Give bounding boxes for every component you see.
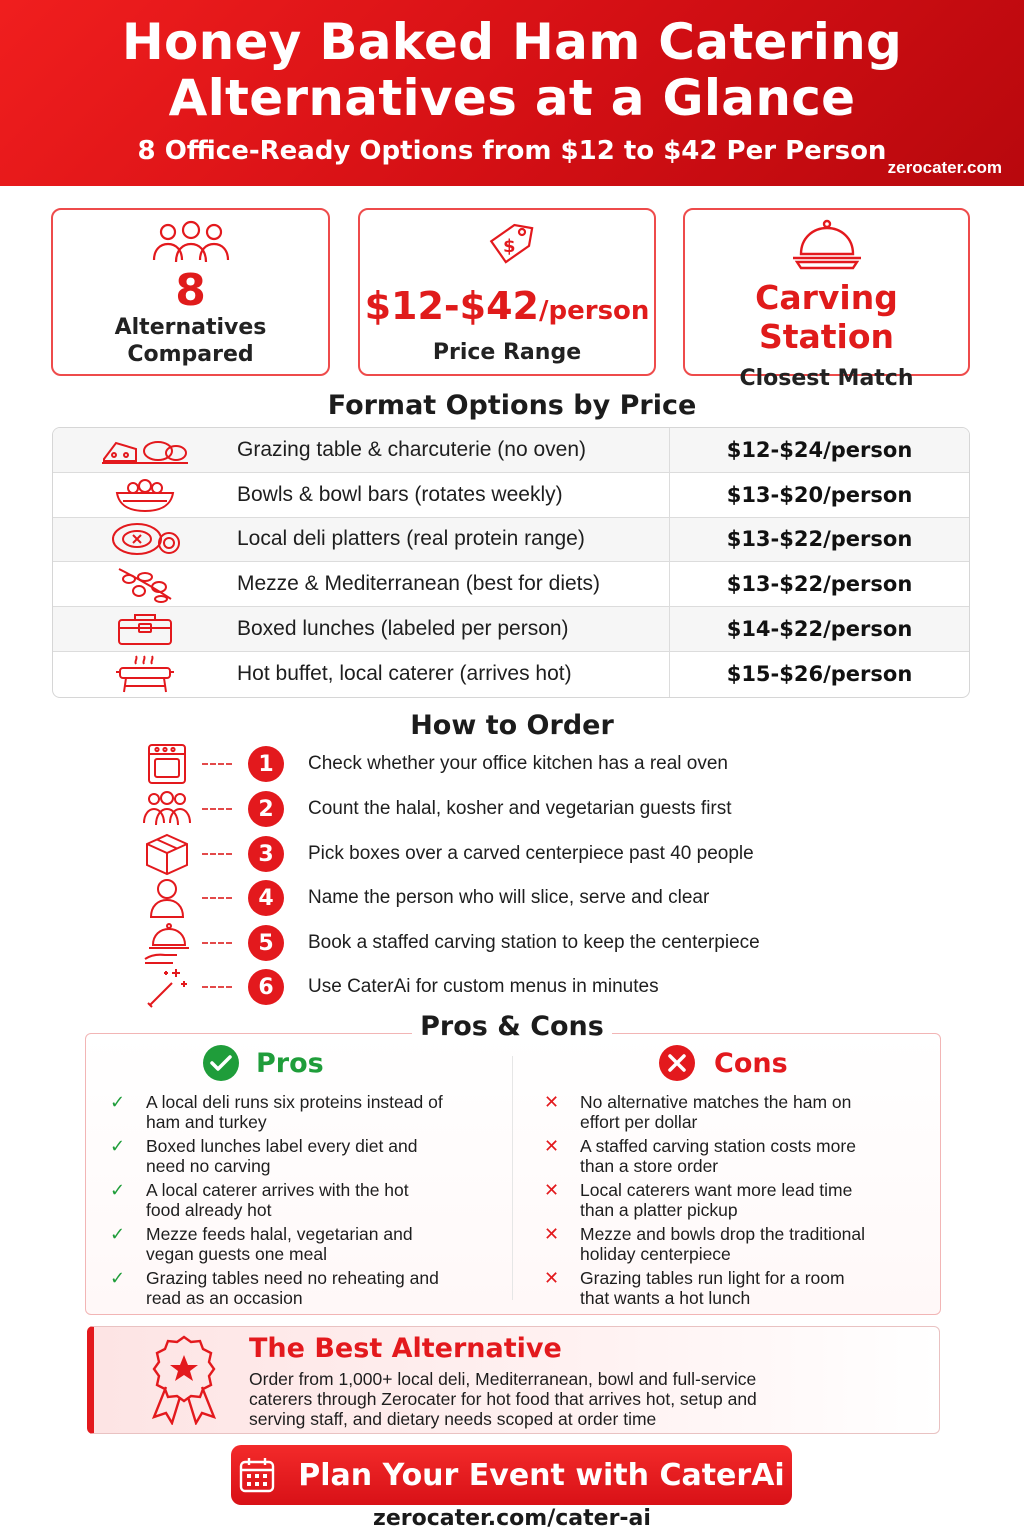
list-item: ✓ Mezze feeds halal, vegetarian and vegan guests one meal [110, 1224, 413, 1264]
stat-card-alternatives [51, 208, 330, 376]
table-row [53, 652, 969, 697]
list-item: ✓ A local deli runs six proteins instead of ham and turkey [110, 1092, 443, 1132]
stat-value: 8 [175, 265, 206, 316]
box-icon [144, 832, 190, 876]
header-banner [0, 0, 1024, 186]
check-icon: ✓ [110, 1136, 126, 1156]
format-price: $15-$26/person [669, 652, 969, 697]
step-number: 4 [248, 880, 284, 916]
list-item: ✕ Mezze and bowls drop the traditional holiday centerpiece [544, 1224, 866, 1264]
x-icon: ✕ [544, 1224, 560, 1244]
format-price: $14-$22/person [669, 607, 969, 651]
svg-text:$: $ [503, 236, 516, 257]
list-item: ✓ Grazing tables need no reheating and read as an occasion [110, 1268, 439, 1308]
table-row [53, 518, 969, 563]
check-icon: ✓ [110, 1268, 126, 1288]
format-price: $13-$20/person [669, 473, 969, 517]
x-icon: ✕ [544, 1136, 560, 1156]
deli-meat-icon [107, 521, 183, 557]
list-item: ✕ A staffed carving station costs more than a store order [544, 1136, 856, 1176]
group-icon [142, 789, 192, 829]
table-row [53, 428, 969, 473]
step-text: Check whether your office kitchen has a real oven [308, 753, 728, 774]
format-price: $13-$22/person [669, 518, 969, 562]
x-icon: ✕ [544, 1268, 560, 1288]
stat-card-closest-match [683, 208, 970, 391]
site-url: zerocater.com [887, 158, 1002, 177]
price-tag-icon [477, 220, 537, 276]
oven-icon [145, 742, 189, 786]
step-text: Book a staffed carving station to keep the centerpiece [308, 932, 760, 953]
pros-cons-panel [85, 1033, 941, 1315]
step-3 [140, 832, 840, 876]
cons-list [544, 1092, 934, 1312]
step-6 [140, 965, 840, 1009]
pros-heading: Pros [202, 1044, 324, 1082]
bowl-icon [113, 477, 177, 513]
check-icon: ✓ [110, 1092, 126, 1112]
pros-cons-title: Pros & Cons [412, 1011, 612, 1042]
list-item: ✕ No alternative matches the ham on effort per dollar [544, 1092, 852, 1132]
calendar-icon [238, 1456, 276, 1494]
person-icon [147, 877, 187, 919]
list-item: ✓ A local caterer arrives with the hot food already hot [110, 1180, 409, 1220]
step-1 [140, 742, 840, 786]
people-icon [146, 220, 236, 268]
cta-link[interactable]: zerocater.com/cater-ai [373, 1506, 651, 1531]
formats-title: Format Options by Price [327, 390, 697, 421]
stat-label: Closest Match [739, 366, 914, 391]
format-price: $13-$22/person [669, 562, 969, 606]
chafing-dish-icon [114, 654, 176, 694]
table-row [53, 562, 969, 607]
step-number: 1 [248, 746, 284, 782]
list-item: ✕ Grazing tables run light for a room that wants a hot lunch [544, 1268, 845, 1308]
best-description: Order from 1,000+ local deli, Mediterranean, bowl and full-service caterers through Zerocater for hot food that arrives hot, setup and serving staff, and dietary needs scoped at order time [249, 1369, 757, 1429]
lunch-box-icon [115, 612, 175, 646]
format-name: Grazing table & charcuterie (no oven) [237, 437, 587, 461]
step-number: 3 [248, 836, 284, 872]
plan-event-button[interactable] [231, 1445, 792, 1505]
step-4 [140, 876, 840, 920]
magic-wand-icon [144, 965, 190, 1009]
stat-value: $12-$42 [364, 284, 539, 328]
table-row [53, 607, 969, 652]
stat-label: Alternatives Compared [114, 315, 267, 367]
stat-unit: /person [539, 296, 650, 326]
format-name: Hot buffet, local caterer (arrives hot) [237, 662, 572, 686]
pros-list [110, 1092, 500, 1312]
best-alternative-panel [87, 1326, 940, 1434]
step-5 [140, 921, 840, 965]
serving-cloche-icon [143, 921, 191, 965]
stat-label: Price Range [432, 340, 582, 365]
x-icon: ✕ [544, 1180, 560, 1200]
stat-value: Carving Station [755, 278, 898, 356]
list-item: ✓ Boxed lunches label every diet and need no carving [110, 1136, 418, 1176]
step-number: 6 [248, 969, 284, 1005]
format-price-table [52, 427, 970, 698]
list-item: ✕ Local caterers want more lead time than a platter pickup [544, 1180, 853, 1220]
format-name: Local deli platters (real protein range) [237, 527, 585, 551]
table-row [53, 473, 969, 518]
best-title: The Best Alternative [249, 1333, 562, 1364]
x-circle-icon [658, 1044, 696, 1082]
stat-card-price-range [358, 208, 656, 376]
format-price: $12-$24/person [669, 428, 969, 472]
step-number: 2 [248, 791, 284, 827]
award-ribbon-icon [146, 1333, 222, 1425]
check-icon: ✓ [110, 1180, 126, 1200]
check-circle-icon [202, 1044, 240, 1082]
step-number: 5 [248, 925, 284, 961]
how-to-title: How to Order [410, 710, 614, 741]
format-name: Boxed lunches (labeled per person) [237, 617, 569, 641]
step-text: Name the person who will slice, serve and clear [308, 887, 710, 908]
stat-value-wrap [360, 284, 654, 328]
page-subtitle: 8 Office-Ready Options from $12 to $42 Per Person [137, 136, 887, 166]
cons-heading: Cons [658, 1044, 788, 1082]
olive-branch-icon [115, 565, 175, 603]
step-text: Count the halal, kosher and vegetarian guests first [308, 798, 732, 819]
check-icon: ✓ [110, 1224, 126, 1244]
cta-label: Plan Your Event with CaterAi [298, 1457, 785, 1493]
step-2 [140, 787, 840, 831]
format-name: Bowls & bowl bars (rotates weekly) [237, 482, 563, 506]
x-icon: ✕ [544, 1092, 560, 1112]
page-title: Honey Baked Ham Catering Alternatives at a Glance [121, 13, 903, 127]
step-text: Use CaterAi for custom menus in minutes [308, 976, 659, 997]
charcuterie-icon [100, 433, 190, 467]
format-name: Mezze & Mediterranean (best for diets) [237, 572, 600, 596]
step-text: Pick boxes over a carved centerpiece past 40 people [308, 843, 754, 864]
cloche-icon [787, 216, 867, 272]
divider [512, 1056, 513, 1300]
